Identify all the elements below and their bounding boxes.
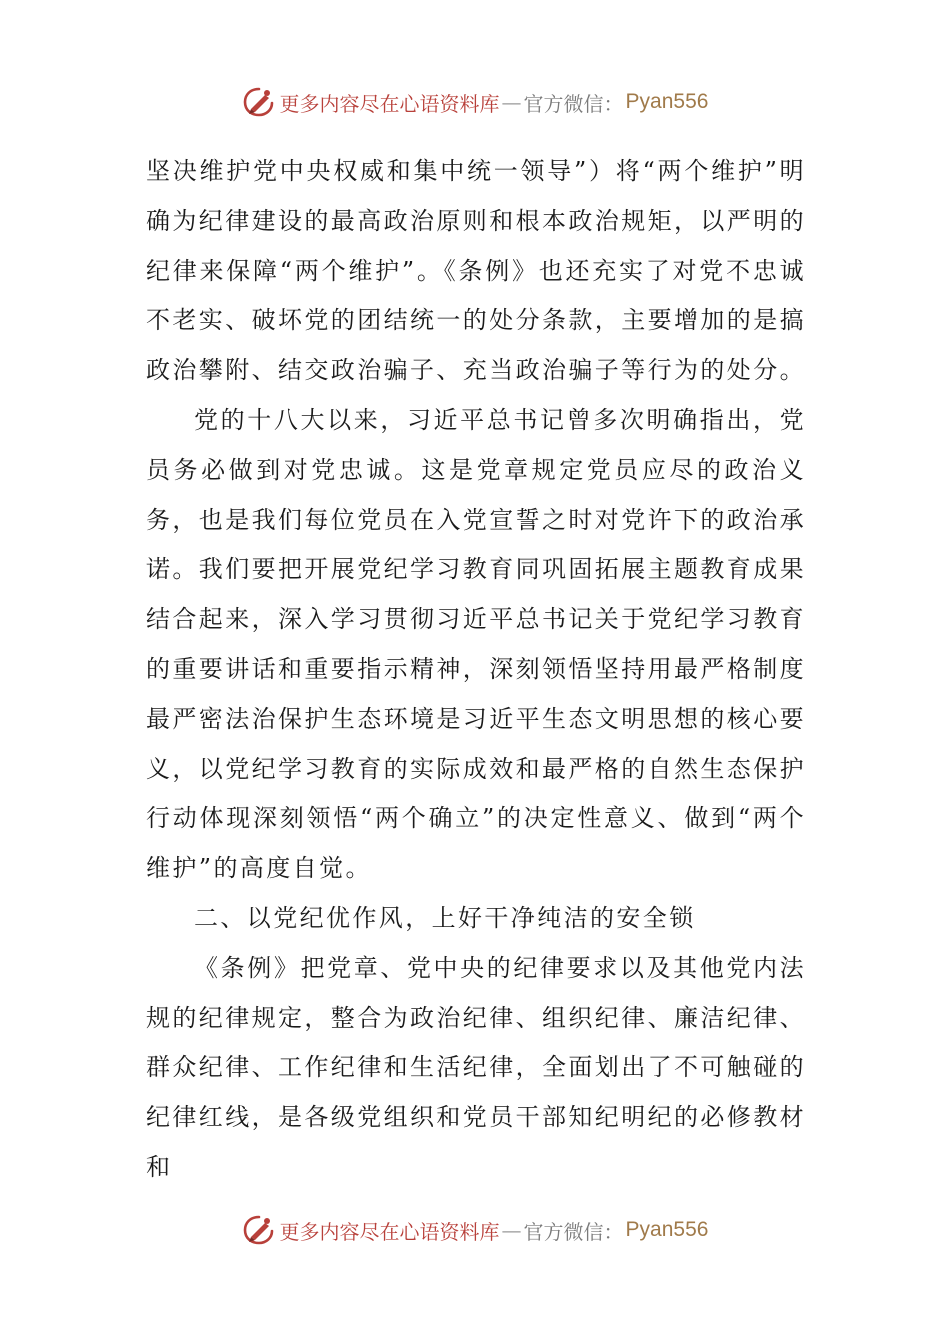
header-wechat-label: 官方微信： xyxy=(523,91,624,116)
paragraph-continued: 坚决维护党中央权威和集中统一领导”）将“两个维护”明确为纪律建设的最高政治原则和根本政治规矩，以严明的纪律来保障“两个维护”。《条例》也还充实了对党不忠诚不老实、破坏党的团结统一的处分条款，主要增加的是搞政治攀附、结交政治骗子、充当政治骗子等行为的处分。 xyxy=(146,157,806,385)
footer-banner xyxy=(0,1210,950,1250)
header-separator: — xyxy=(501,90,522,114)
pen-logo-icon xyxy=(242,1213,276,1247)
paragraph-regulations: 《条例》把党章、党中央的纪律要求以及其他党内法规的纪律规定，整合为政治纪律、组织纪律、廉洁纪律、群众纪律、工作纪律和生活纪律，全面划出了不可触碰的纪律红线，是各级党组织和党员干部知纪明纪的必修教材和 xyxy=(146,953,806,1181)
document-body xyxy=(146,147,806,1193)
footer-separator: — xyxy=(501,1218,522,1242)
pen-logo-icon xyxy=(242,85,276,119)
header-wechat-id: Pyan556 xyxy=(625,90,709,113)
header-banner xyxy=(0,82,950,122)
header-slogan: 更多内容尽在心语资料库 xyxy=(279,91,500,116)
footer-wechat-id: Pyan556 xyxy=(625,1218,709,1241)
footer-slogan: 更多内容尽在心语资料库 xyxy=(279,1219,500,1244)
section-heading: 二、以党纪优作风，上好干净纯洁的安全锁 xyxy=(194,903,696,932)
footer-wechat-label: 官方微信： xyxy=(523,1219,624,1244)
paragraph-loyalty: 党的十八大以来，习近平总书记曾多次明确指出，党员务必做到对党忠诚。这是党章规定党员应尽的政治义务，也是我们每位党员在入党宣誓之时对党许下的政治承诺。我们要把开展党纪学习教育同巩固拓展主题教育成果结合起来，深入学习贯彻习近平总书记关于党纪学习教育的重要讲话和重要指示精神，深刻领悟坚持用最严格制度最严密法治保护生态环境是习近平生态文明思想的核心要义，以党纪学习教育的实际成效和最严格的自然生态保护行动体现深刻领悟“两个确立”的决定性意义、做到“两个维护”的高度自觉。 xyxy=(146,405,806,883)
